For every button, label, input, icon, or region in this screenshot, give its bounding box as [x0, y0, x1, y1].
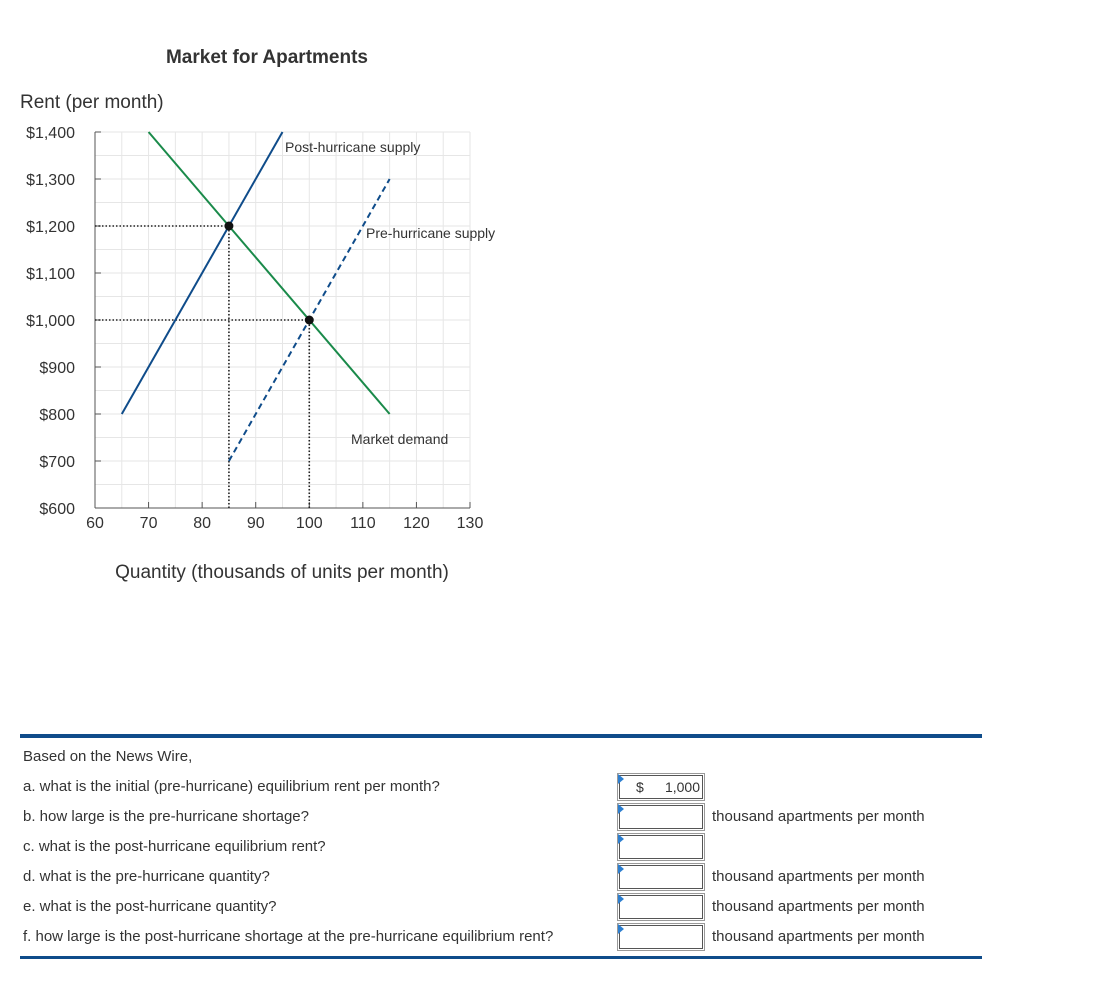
- y-tick-label: $1,300: [26, 172, 75, 189]
- question-row-f: [20, 922, 982, 952]
- unit-label: thousand apartments per month: [712, 928, 925, 945]
- y-tick-label: $600: [39, 501, 75, 518]
- dollar-prefix: $: [636, 779, 644, 795]
- unit-label: thousand apartments per month: [712, 898, 925, 915]
- flag-icon: [618, 864, 624, 874]
- answer-input-e[interactable]: [617, 893, 705, 921]
- answer-input-b[interactable]: [617, 803, 705, 831]
- answer-value: 1,000: [664, 779, 700, 795]
- x-tick-label: 60: [86, 515, 104, 532]
- flag-icon: [618, 894, 624, 904]
- question-text: a. what is the initial (pre-hurricane) equilibrium rent per month?: [23, 778, 440, 795]
- flag-icon: [618, 834, 624, 844]
- y-tick-label: $1,100: [26, 266, 75, 283]
- question-text: d. what is the pre-hurricane quantity?: [23, 868, 270, 885]
- y-tick-label: $1,200: [26, 219, 75, 236]
- question-row-a: [20, 772, 982, 802]
- y-tick-label: $900: [39, 360, 75, 377]
- flag-icon: [618, 924, 624, 934]
- question-text: b. how large is the pre-hurricane shortage?: [23, 808, 309, 825]
- x-tick-label: 100: [295, 515, 323, 532]
- question-text: f. how large is the post-hurricane shortage at the pre-hurricane equilibrium rent?: [23, 928, 554, 945]
- flag-icon: [618, 804, 624, 814]
- answer-input-d[interactable]: [617, 863, 705, 891]
- y-tick-label: $800: [39, 407, 75, 424]
- answer-input-f[interactable]: [617, 923, 705, 951]
- plot-area: [26, 125, 495, 532]
- y-axis-label: Rent (per month): [20, 92, 164, 113]
- unit-label: thousand apartments per month: [712, 808, 925, 825]
- x-tick-label: 120: [403, 515, 430, 532]
- question-row-c: [20, 832, 982, 862]
- y-tick-label: $1,400: [26, 125, 75, 142]
- equilibrium-point: [224, 222, 233, 231]
- question-text: c. what is the post-hurricane equilibrium rent?: [23, 838, 326, 855]
- question-intro: Based on the News Wire,: [23, 748, 193, 765]
- question-row-e: [20, 892, 982, 922]
- answer-input-a[interactable]: [617, 773, 705, 801]
- y-tick-label: $1,000: [26, 313, 75, 330]
- x-axis-label: Quantity (thousands of units per month): [115, 562, 449, 583]
- x-tick-label: 110: [350, 515, 376, 532]
- x-tick-label: 90: [246, 515, 265, 532]
- y-tick-label: $700: [39, 454, 75, 471]
- question-text: e. what is the post-hurricane quantity?: [23, 898, 277, 915]
- equilibrium-point: [305, 316, 314, 325]
- unit-label: thousand apartments per month: [712, 868, 925, 885]
- demand-label: Market demand: [351, 431, 449, 447]
- question-row-d: [20, 862, 982, 892]
- pre-hurricane-supply-label: Pre-hurricane supply: [366, 225, 496, 241]
- x-tick-label: 70: [139, 515, 158, 532]
- flag-icon: [618, 774, 624, 784]
- x-tick-label: 130: [456, 515, 484, 532]
- question-panel: [20, 734, 982, 959]
- x-tick-label: 80: [193, 515, 212, 532]
- post-hurricane-supply-label: Post-hurricane supply: [285, 139, 421, 155]
- chart-title: Market for Apartments: [165, 47, 369, 68]
- answer-input-c[interactable]: [617, 833, 705, 861]
- question-row-b: [20, 802, 982, 832]
